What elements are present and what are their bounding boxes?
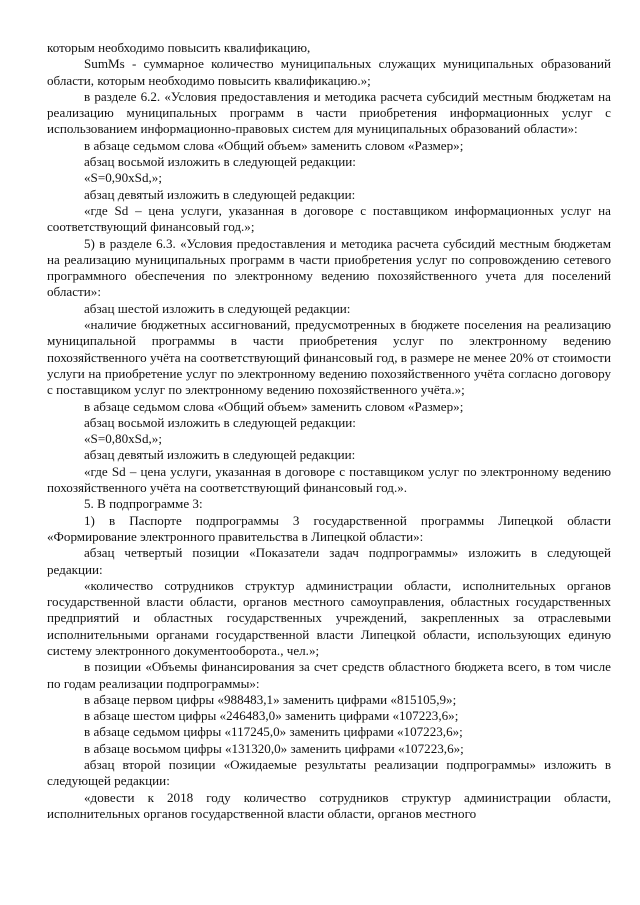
paragraph: в разделе 6.2. «Условия предоставления и методика расчета субсидий местным бюджетам на реализацию муниципальных программ в части приобретения информационных услуг с использованием информационно-правовых систем для муниципальных образований области»: xyxy=(47,88,611,137)
paragraph: 5) в разделе 6.3. «Условия предоставления и методика расчета субсидий местным бюджетам на реализацию муниципальных программ в части приобретения услуг по сопровождению сетевого программного обеспечения по электронному ведению похозяйственного учета для поселений области»: xyxy=(47,235,611,300)
paragraph: в абзаце восьмом цифры «131320,0» заменить цифрами «107223,6»; xyxy=(84,740,464,756)
paragraph: «количество сотрудников структур администрации области, исполнительных органов государственной власти области, органов местного самоуправления, областных государственных предприятий и областных государственных учреждений, закрепленных за отраслевыми исполнительными органами государственной власти Липецкой области, использующих единую систему электронного документооборота., чел.»; xyxy=(47,577,611,658)
paragraph: абзац восьмой изложить в следующей редакции: xyxy=(84,154,356,170)
paragraph: в абзаце первом цифры «988483,1» заменить цифрами «815105,9»; xyxy=(84,691,457,707)
paragraph: в абзаце седьмом слова «Общий объем» заменить словом «Размер»; xyxy=(84,137,464,153)
paragraph: «наличие бюджетных ассигнований, предусмотренных в бюджете поселения на реализацию муниципальной программы в части приобретения услуг по электронному ведению похозяйственного учёта на соответствующий финансовый год, в размере не менее 20% от стоимости услуги на приобретение услуг по электронному ведению похозяйственного учёта согласно договору с поставщиком услуг по электронному ведению похозяйственного учёта.»; xyxy=(47,317,611,398)
paragraph: которым необходимо повысить квалификацию, xyxy=(47,40,311,55)
paragraph: в абзаце шестом цифры «246483,0» заменить цифрами «107223,6»; xyxy=(84,708,459,724)
paragraph: абзац девятый изложить в следующей редакции: xyxy=(84,447,356,463)
paragraph: в позиции «Объемы финансирования за счет средств областного бюджета всего, в том числе по годам реализации подпрограммы»: xyxy=(47,659,611,691)
paragraph: «S=0,90xSd,»; xyxy=(84,170,162,186)
paragraph: «S=0,80xSd,»; xyxy=(84,431,162,447)
paragraph: абзац четвертый позиции «Показатели задач подпрограммы» изложить в следующей редакции: xyxy=(47,545,611,577)
paragraph: «довести к 2018 году количество сотрудников структур администрации области, исполнительных органов государственной власти области, органов местного xyxy=(47,789,611,821)
paragraph: абзац восьмой изложить в следующей редакции: xyxy=(84,414,356,430)
paragraph: в абзаце седьмом слова «Общий объем» заменить словом «Размер»; xyxy=(84,398,464,414)
paragraph: абзац девятый изложить в следующей редакции: xyxy=(84,186,356,202)
paragraph: «где Sd – цена услуги, указанная в договоре с поставщиком услуг по электронному ведению похозяйственного учёта на соответствующий финансовый год.». xyxy=(47,463,611,496)
paragraph: абзац второй позиции «Ожидаемые результаты реализации подпрограммы» изложить в следующей редакции: xyxy=(47,757,611,789)
paragraph: «где Sd – цена услуги, указанная в договоре с поставщиком информационных услуг на соответствующий финансовый год.»; xyxy=(47,202,611,235)
paragraph: в абзаце седьмом цифры «117245,0» заменить цифрами «107223,6»; xyxy=(84,724,463,740)
paragraph: 5. В подпрограмме 3: xyxy=(84,496,203,512)
paragraph: SumMs - суммарное количество муниципальных служащих муниципальных образований области, которым необходимо повысить квалификацию.»; xyxy=(47,56,611,88)
paragraph: 1) в Паспорте подпрограммы 3 государственной программы Липецкой области «Формирование электронного правительства в Липецкой области»: xyxy=(47,512,611,544)
paragraph: абзац шестой изложить в следующей редакции: xyxy=(84,300,351,316)
document-page xyxy=(47,40,611,822)
